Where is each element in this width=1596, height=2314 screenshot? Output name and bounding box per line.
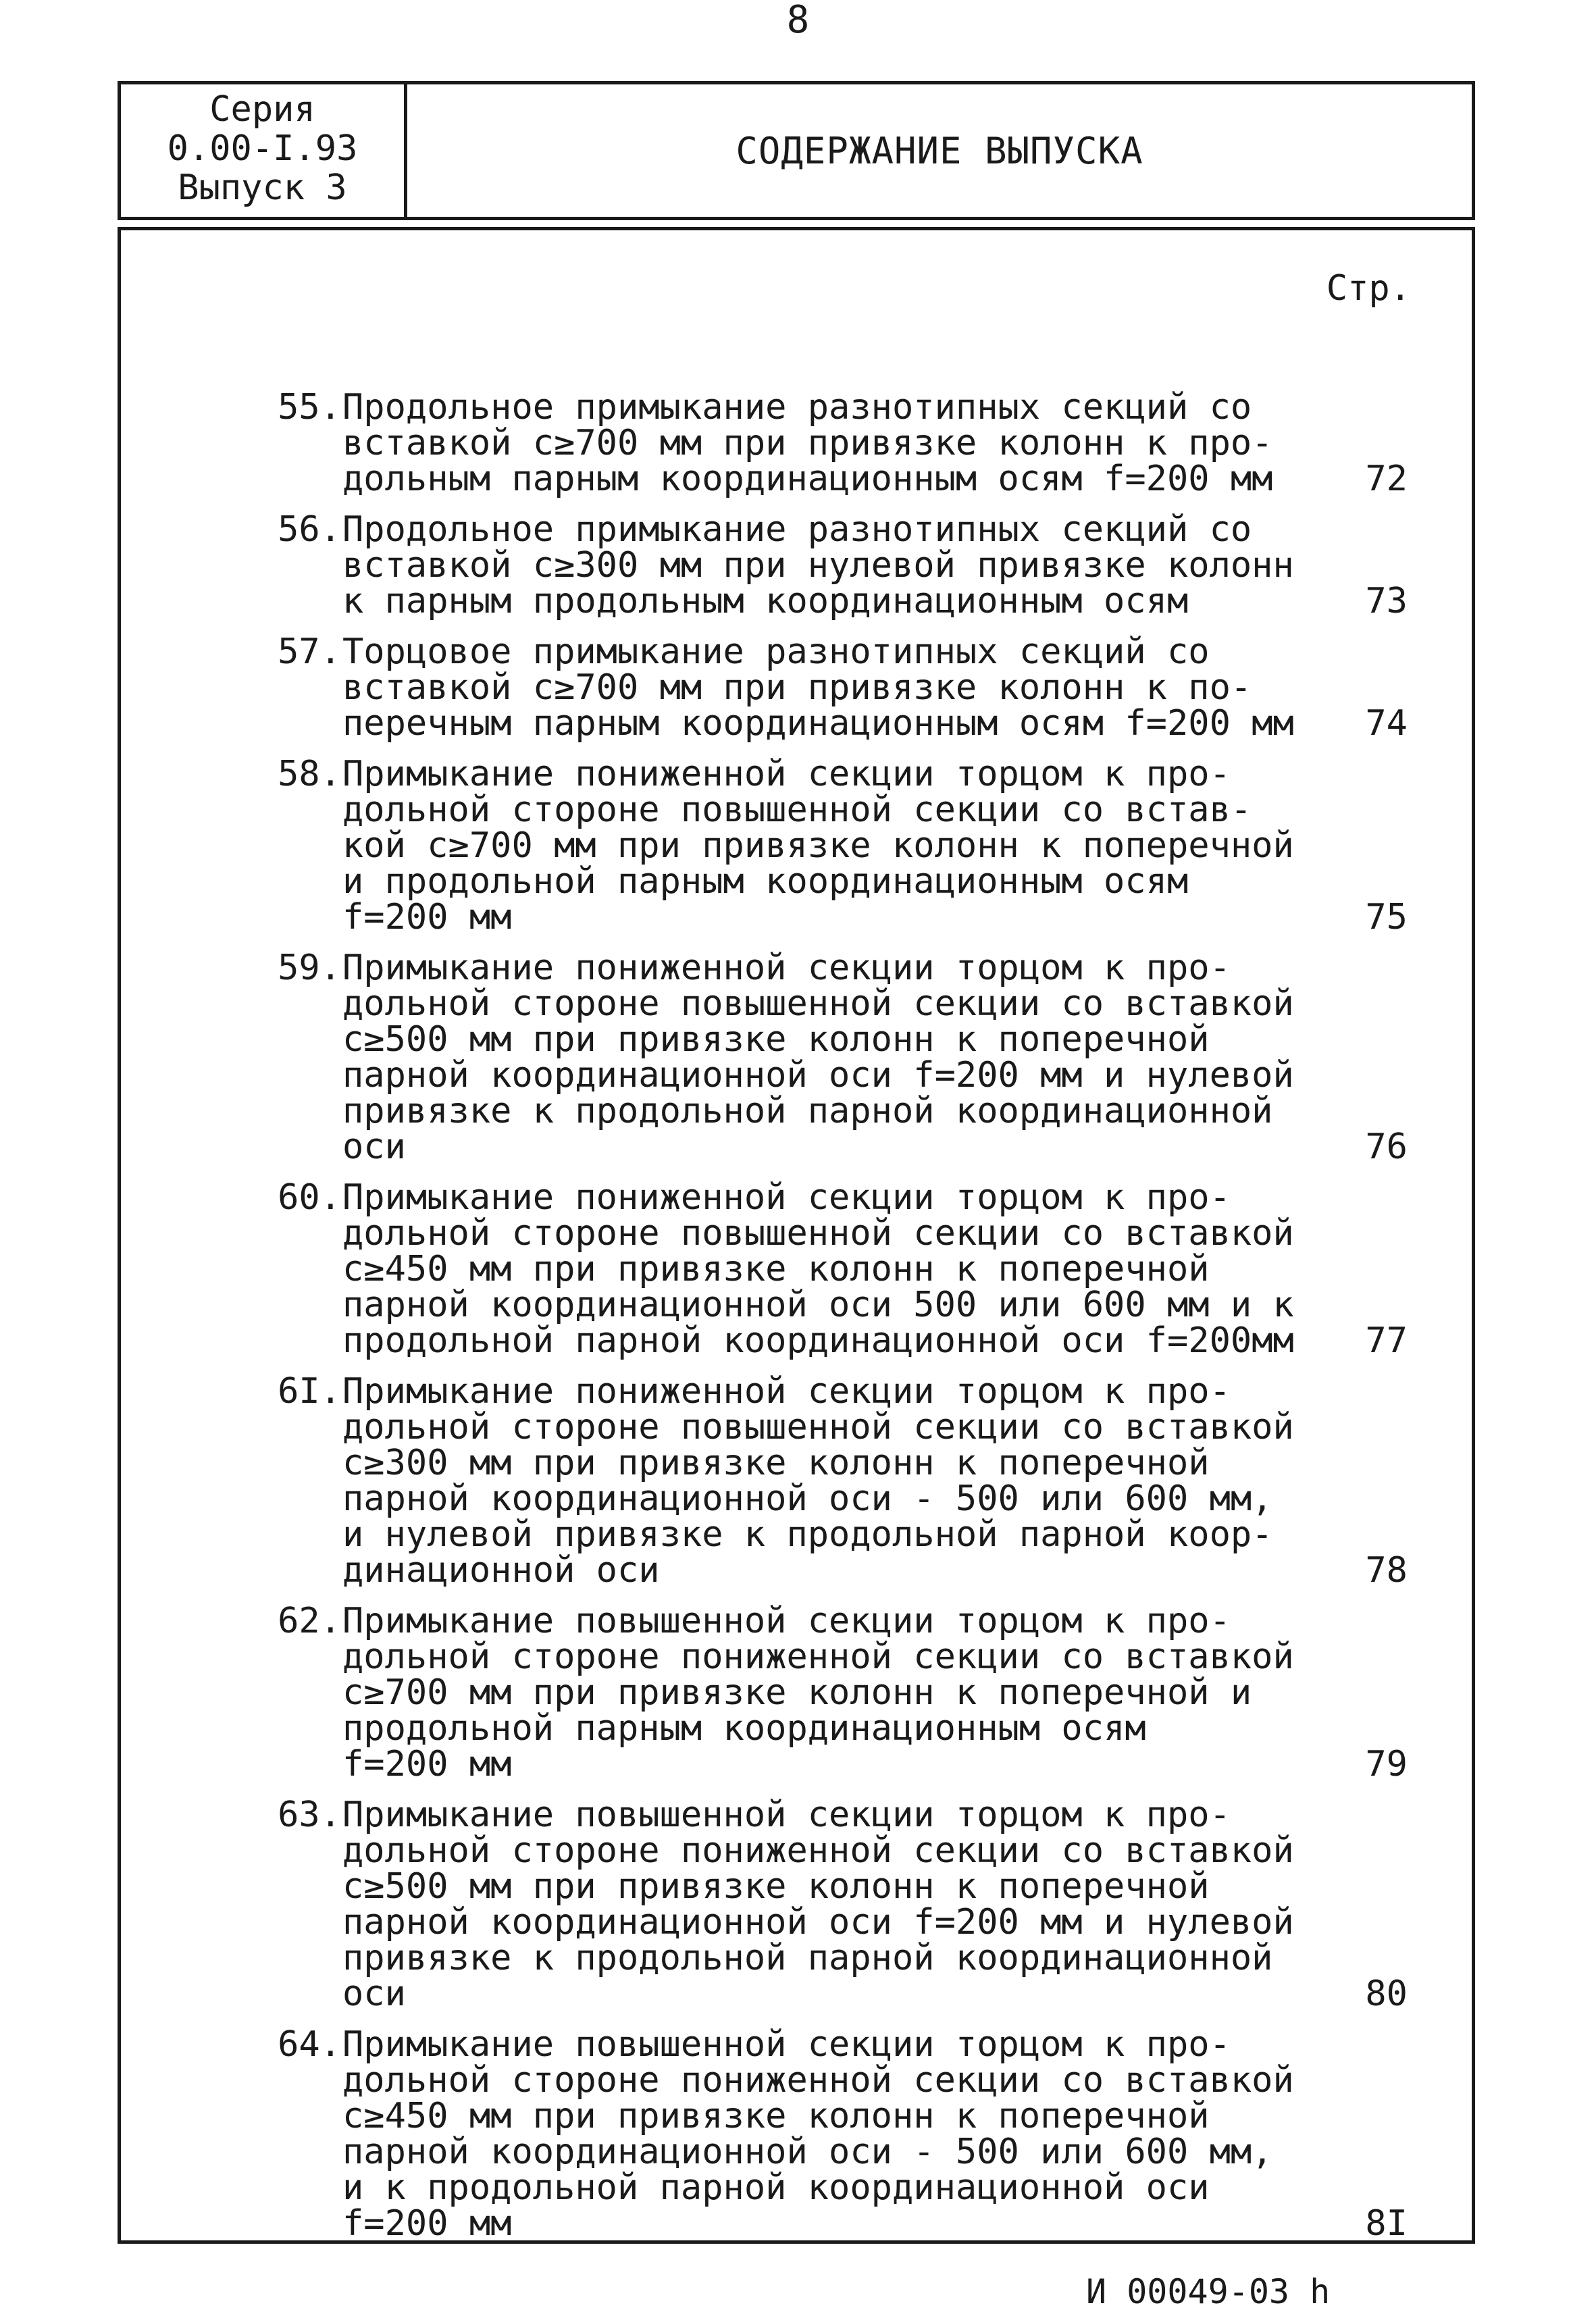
contents-entry xyxy=(121,1177,1472,1361)
page-column-label: Стр. xyxy=(1326,268,1411,309)
entry-title xyxy=(342,387,1275,499)
entry-page-number: 80 xyxy=(1365,1974,1408,2014)
entry-title-line: Примыкание повышенной секции торцом к про- xyxy=(342,2024,1231,2065)
entry-number: 63. xyxy=(278,1795,341,1835)
entry-page-number: 79 xyxy=(1365,1744,1408,1784)
entry-number: 62. xyxy=(278,1601,341,1641)
entry-number: 58. xyxy=(278,754,341,794)
contents-entry xyxy=(121,509,1472,621)
entry-title xyxy=(342,509,1294,621)
contents-list xyxy=(121,387,1472,2257)
entry-title-line: и к продольной парной координационной оси xyxy=(342,2167,1210,2208)
entry-title xyxy=(342,1795,1294,2014)
entry-page-number: 72 xyxy=(1365,459,1408,499)
entry-title-line: с≥500 мм при привязке колонн к поперечной xyxy=(342,1019,1210,1060)
document-code: И 00049-03 h xyxy=(1086,2272,1331,2311)
entry-title-line: кой с≥700 мм при привязке колонн к поперечной xyxy=(342,825,1294,866)
entry-title-line: и продольной парным координационным осям xyxy=(342,861,1189,902)
contents-entry xyxy=(121,1371,1472,1591)
entry-title-line: f=200 мм xyxy=(342,2203,512,2244)
entry-title xyxy=(342,948,1294,1167)
entry-title-line: привязке к продольной парной координационной xyxy=(342,1938,1273,1978)
entry-number: 55. xyxy=(278,387,341,428)
series-info xyxy=(121,84,407,217)
entry-title-line: дольной стороне пониженной секции со вставкой xyxy=(342,2060,1294,2101)
entry-page-number: 75 xyxy=(1365,897,1408,937)
entry-title-line: с≥700 мм при привязке колонн к поперечной и xyxy=(342,1672,1252,1713)
entry-page-number: 78 xyxy=(1365,1550,1408,1591)
entry-page-number: 74 xyxy=(1365,703,1408,744)
entry-title xyxy=(342,2024,1294,2244)
entry-title-line: Примыкание пониженной секции торцом к про- xyxy=(342,1177,1231,1218)
entry-title xyxy=(342,754,1294,937)
contents-entry xyxy=(121,634,1472,742)
entry-number: 64. xyxy=(278,2024,341,2065)
entry-title-line: парной координационной оси f=200 мм и нулевой xyxy=(342,1055,1294,1096)
entry-title-line: оси xyxy=(342,1127,406,1167)
entry-title-line: с≥300 мм при привязке колонн к поперечной xyxy=(342,1443,1210,1483)
contents-entry xyxy=(121,1797,1472,2012)
entry-title xyxy=(342,1177,1294,1361)
entry-title-line: с≥500 мм при привязке колонн к поперечной xyxy=(342,1866,1210,1907)
entry-title-line: парной координационной оси - 500 или 600 мм, xyxy=(342,1479,1273,1519)
entry-title-line: Торцовое примыкание разнотипных секций со xyxy=(342,632,1210,672)
entry-title-line: f=200 мм xyxy=(342,1744,512,1784)
entry-title-line: парной координационной оси f=200 мм и нулевой xyxy=(342,1902,1294,1943)
entry-title-line: Примыкание пониженной секции торцом к про- xyxy=(342,948,1231,988)
entry-title-line: с≥450 мм при привязке колонн к поперечной xyxy=(342,2096,1210,2136)
entry-title xyxy=(342,1601,1294,1784)
entry-title-line: дольным парным координационным осям f=200 мм xyxy=(342,459,1273,499)
entry-number: 56. xyxy=(278,509,341,550)
entry-title-line: Примыкание повышенной секции торцом к про- xyxy=(342,1795,1231,1835)
entry-title-line: продольной парной координационной оси f=200мм xyxy=(342,1320,1294,1361)
entry-title-line: перечным парным координационным осям f=200 мм xyxy=(342,703,1294,744)
entry-title-line: оси xyxy=(342,1974,406,2014)
entry-title-line: продольной парным координационным осям xyxy=(342,1708,1146,1749)
contents-entry xyxy=(121,1603,1472,1782)
entry-title-line: Примыкание повышенной секции торцом к про- xyxy=(342,1601,1231,1641)
entry-title-line: привязке к продольной парной координационной xyxy=(342,1091,1273,1131)
entry-title-line: вставкой с≥700 мм при привязке колонн к про- xyxy=(342,423,1273,463)
entry-title-line: парной координационной оси 500 или 600 мм и к xyxy=(342,1285,1294,1325)
page-number: 8 xyxy=(786,0,810,42)
entry-title-line: Примыкание пониженной секции торцом к про- xyxy=(342,754,1231,794)
entry-title-line: динационной оси xyxy=(342,1550,660,1591)
entry-title-line: вставкой с≥700 мм при привязке колонн к по- xyxy=(342,667,1252,708)
entry-page-number: 76 xyxy=(1365,1127,1408,1167)
entry-title-line: к парным продольным координационным осям xyxy=(342,581,1189,621)
entry-page-number: 77 xyxy=(1365,1320,1408,1361)
entry-title-line: вставкой с≥300 мм при нулевой привязке колонн xyxy=(342,545,1294,586)
title-block xyxy=(118,81,1475,220)
entry-number: 60. xyxy=(278,1177,341,1218)
entry-title-line: с≥450 мм при привязке колонн к поперечной xyxy=(342,1249,1210,1289)
series-label: Серия xyxy=(209,89,315,130)
entry-title xyxy=(342,1371,1294,1591)
entry-title-line: дольной стороне повышенной секции со вставкой xyxy=(342,1213,1294,1254)
entry-title xyxy=(342,632,1294,744)
series-code: 0.00-I.93 xyxy=(167,128,358,169)
entry-page-number: 73 xyxy=(1365,581,1408,621)
entry-page-number: 8I xyxy=(1365,2203,1408,2244)
contents-entry xyxy=(121,950,1472,1165)
entry-title-line: дольной стороне повышенной секции со вставкой xyxy=(342,983,1294,1024)
contents-entry xyxy=(121,2024,1472,2244)
contents-frame xyxy=(118,227,1475,2244)
entry-title-line: Продольное примыкание разнотипных секций со xyxy=(342,509,1252,550)
entry-title-line: Продольное примыкание разнотипных секций со xyxy=(342,387,1252,428)
entry-title-line: дольной стороне повышенной секции со встав- xyxy=(342,790,1252,830)
contents-entry xyxy=(121,756,1472,935)
entry-title-line: дольной стороне пониженной секции со вставкой xyxy=(342,1830,1294,1871)
entry-title-line: дольной стороне пониженной секции со вставкой xyxy=(342,1637,1294,1677)
entry-title-line: парной координационной оси - 500 или 600 мм, xyxy=(342,2132,1273,2172)
document-title: СОДЕРЖАНИЕ ВЫПУСКА xyxy=(736,129,1143,172)
entry-title-line: и нулевой привязке к продольной парной коор- xyxy=(342,1514,1273,1555)
issue-label: Выпуск 3 xyxy=(178,168,347,208)
entry-number: 57. xyxy=(278,632,341,672)
entry-number: 59. xyxy=(278,948,341,988)
entry-number: 6I. xyxy=(278,1371,341,1412)
entry-title-line: Примыкание пониженной секции торцом к про- xyxy=(342,1371,1231,1412)
entry-title-line: дольной стороне повышенной секции со вставкой xyxy=(342,1407,1294,1447)
contents-entry xyxy=(121,387,1472,499)
entry-title-line: f=200 мм xyxy=(342,897,512,937)
